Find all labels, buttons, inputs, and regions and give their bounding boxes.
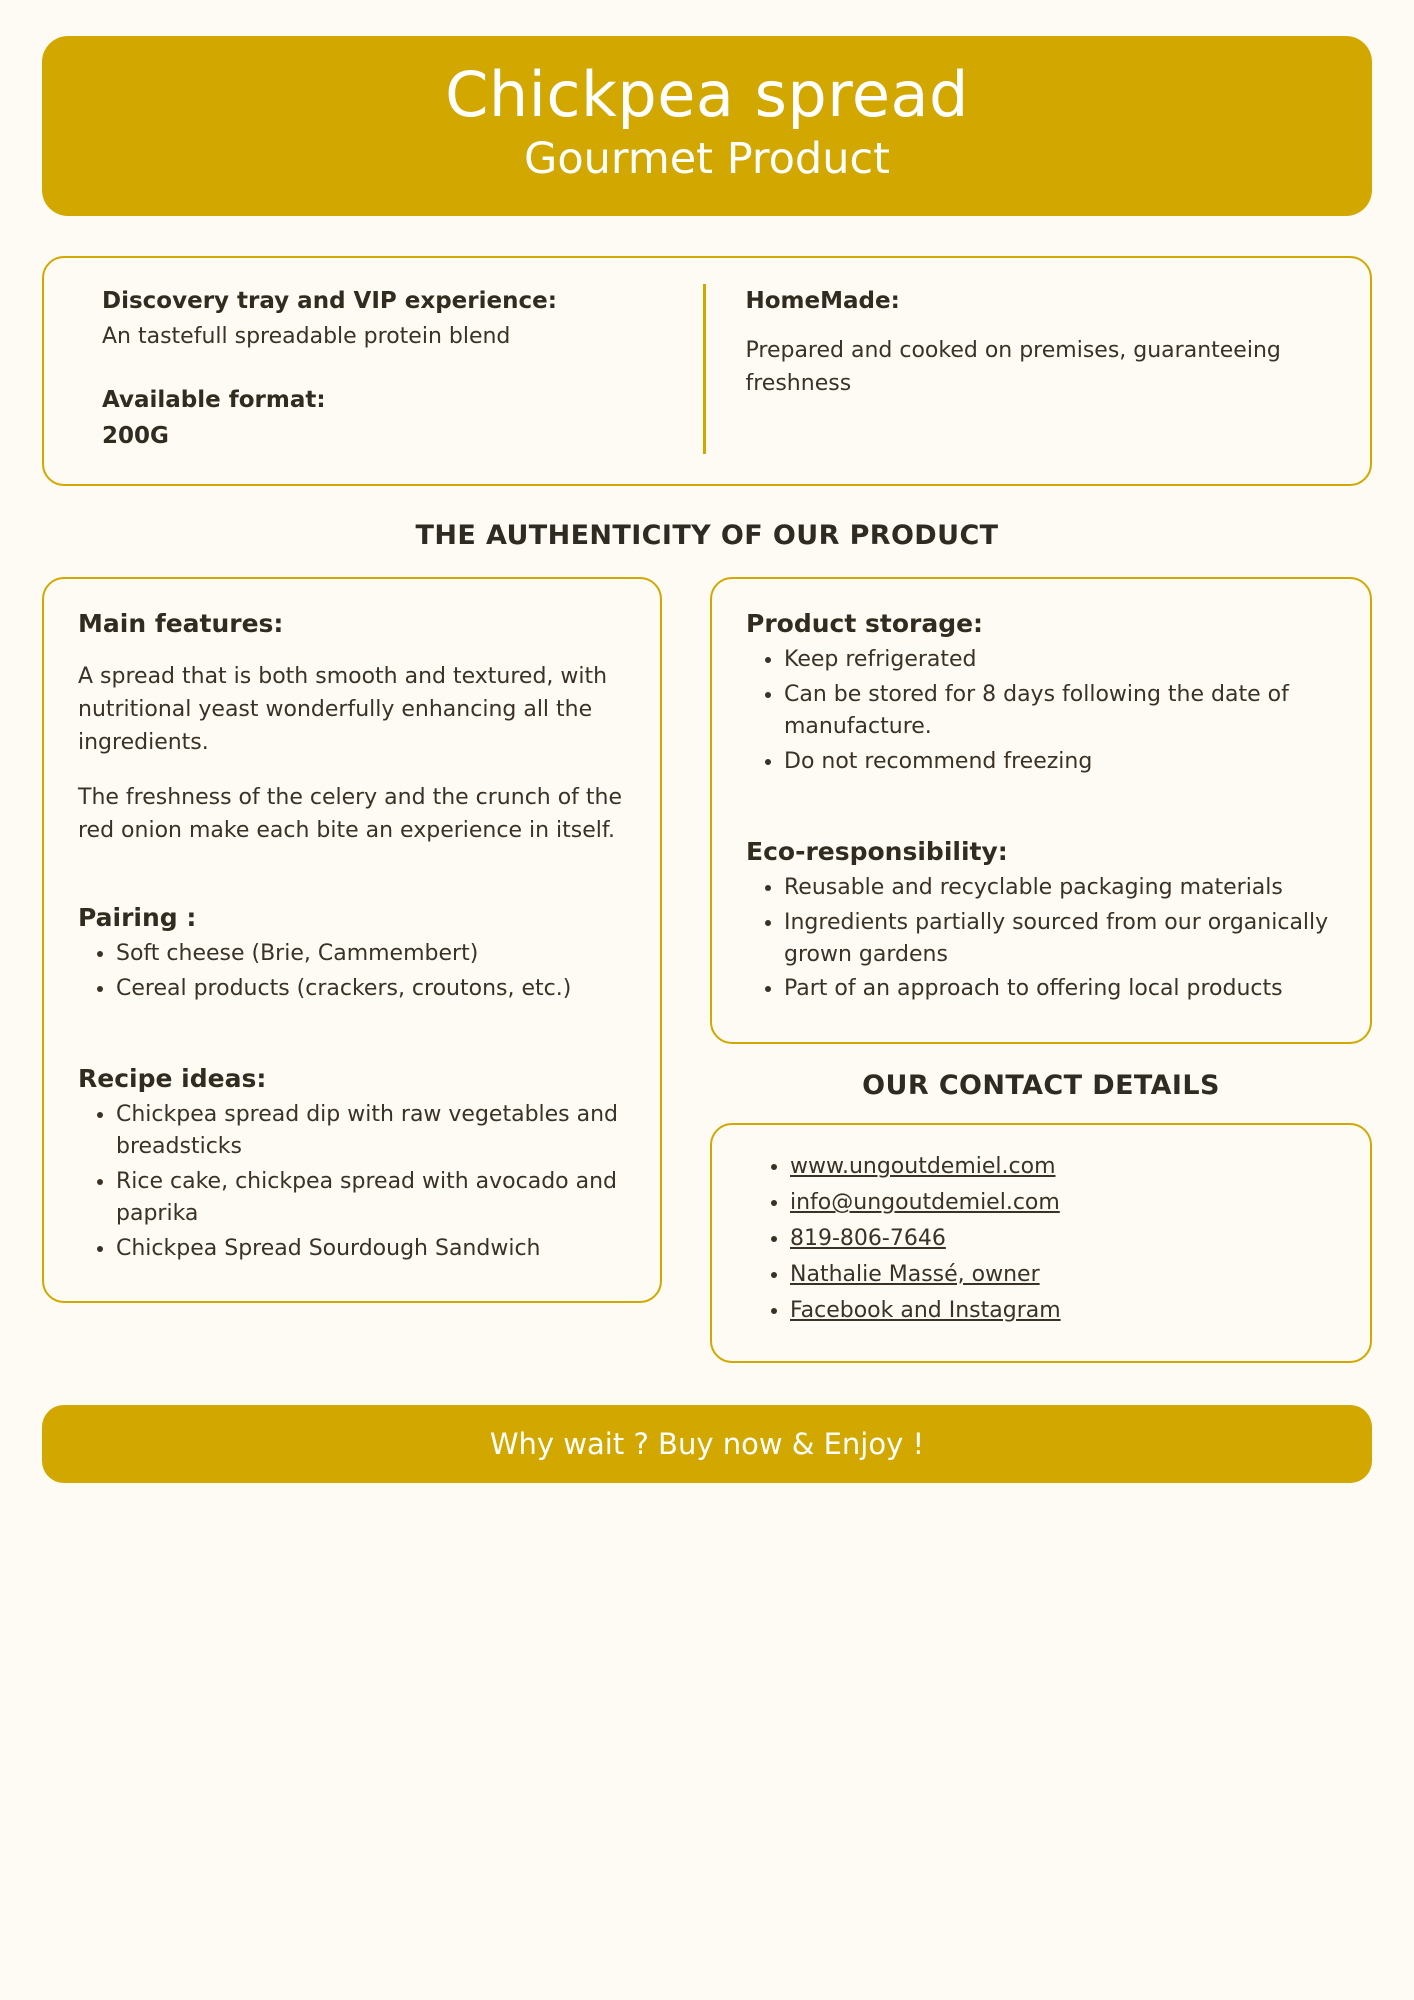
list-item: • Do not recommend freezing [784, 746, 1336, 778]
contact-website-link[interactable]: www.ungoutdemiel.com [790, 1154, 1056, 1180]
list-item: • Soft cheese (Brie, Cammembert) [116, 938, 626, 970]
list-item [790, 1151, 1336, 1183]
main-features-paragraph-1: A spread that is both smooth and textured, with nutritional yeast wonderfully enhancing all the ingredients. [78, 664, 608, 756]
eco-responsibility-list [746, 872, 1336, 1006]
header-banner [42, 36, 1372, 216]
discovery-description: An tastefull spreadable protein blend [102, 323, 511, 349]
homemade-heading: HomeMade: [745, 288, 900, 315]
features-card [42, 577, 662, 1303]
homemade-description: Prepared and cooked on premises, guaranteeing freshness [745, 337, 1281, 396]
available-format-label: Available format: [102, 386, 326, 413]
contact-list [746, 1151, 1336, 1326]
list-item: • Chickpea Spread Sourdough Sandwich [116, 1233, 626, 1265]
page-title: Chickpea spread [445, 58, 969, 131]
list-item: • Chickpea spread dip with raw vegetables and breadsticks [116, 1099, 626, 1163]
product-storage-list [746, 644, 1336, 778]
call-to-action-text: Why wait ? Buy now & Enjoy ! [489, 1426, 925, 1461]
main-features-paragraph-2: The freshness of the celery and the crunch of the red onion make each bite an experience in itself. [78, 785, 623, 844]
list-item: • Part of an approach to offering local products [784, 973, 1336, 1005]
spacer [746, 781, 1336, 837]
spacer [102, 353, 669, 383]
list-item [790, 1295, 1336, 1327]
list-item: • Reusable and recyclable packaging materials [784, 872, 1336, 904]
pairing-title: Pairing : [78, 903, 197, 933]
authenticity-heading: THE AUTHENTICITY OF OUR PRODUCT [415, 520, 999, 552]
discovery-column [74, 284, 706, 454]
main-features-title: Main features: [78, 609, 284, 639]
contact-phone-link[interactable]: 819-806-7646 [790, 1226, 946, 1252]
available-format-value: 200G [102, 422, 169, 449]
left-column [42, 577, 662, 1303]
contact-heading: OUR CONTACT DETAILS [862, 1070, 1220, 1102]
body-columns [42, 577, 1372, 1363]
list-item [790, 1259, 1336, 1291]
list-item [790, 1187, 1336, 1219]
pairing-list [78, 938, 626, 1005]
list-item: • Keep refrigerated [784, 644, 1336, 676]
contact-card [710, 1123, 1372, 1362]
call-to-action-banner[interactable] [42, 1405, 1372, 1483]
contact-email-link[interactable]: info@ungoutdemiel.com [790, 1190, 1060, 1216]
list-item: • Can be stored for 8 days following the date of manufacture. [784, 679, 1336, 743]
recipe-ideas-title: Recipe ideas: [78, 1063, 267, 1093]
recipe-ideas-list [78, 1099, 626, 1264]
discovery-heading: Discovery tray and VIP experience: [102, 288, 557, 315]
list-item: • Cereal products (crackers, croutons, etc.) [116, 973, 626, 1005]
right-column [710, 577, 1372, 1363]
eco-responsibility-title: Eco-responsibility: [746, 836, 1008, 866]
product-summary-card [42, 256, 1372, 486]
spacer [746, 320, 1313, 334]
homemade-column [706, 284, 1341, 454]
storage-eco-card [710, 577, 1372, 1044]
spacer [78, 1008, 626, 1064]
list-item: • Ingredients partially sourced from our organically grown gardens [784, 907, 1336, 971]
list-item [790, 1223, 1336, 1255]
product-storage-title: Product storage: [746, 609, 984, 639]
spacer [78, 847, 626, 903]
list-item: • Rice cake, chickpea spread with avocado and paprika [116, 1166, 626, 1230]
page-subtitle: Gourmet Product [524, 134, 890, 185]
contact-social-link[interactable]: Facebook and Instagram [790, 1297, 1061, 1323]
contact-owner-link[interactable]: Nathalie Massé, owner [790, 1261, 1040, 1287]
